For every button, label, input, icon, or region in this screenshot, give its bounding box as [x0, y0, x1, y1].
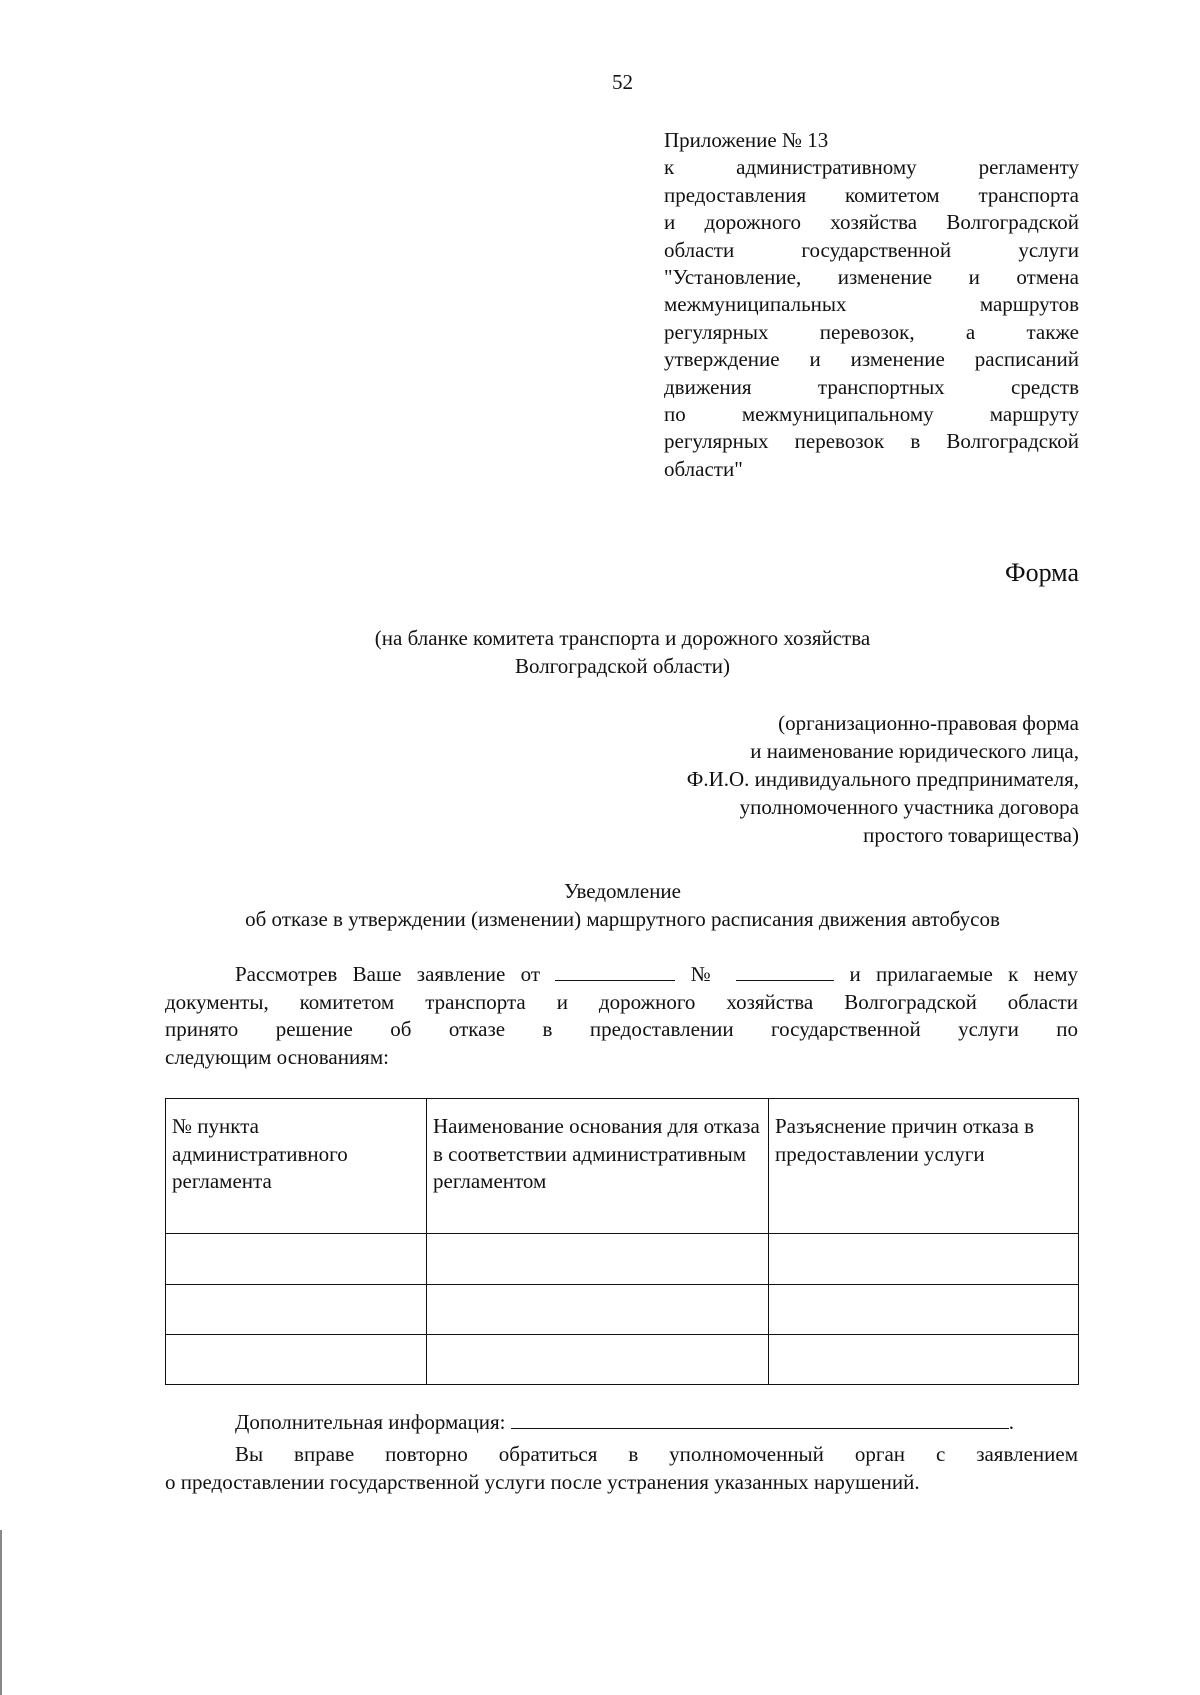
form-label: Форма [1005, 558, 1079, 587]
addressee-line: и наименование юридического лица, [750, 739, 1079, 763]
paragraph-line: следующим основаниям: [165, 1044, 389, 1069]
appendix-line: регулярных перевозок, а также [664, 319, 1079, 344]
table-header-cell: № пункта административного регламента [166, 1099, 427, 1234]
paragraph-text: и прилагаемые к нему [849, 962, 1079, 986]
table-row [166, 1284, 1079, 1334]
additional-info-field[interactable] [511, 1410, 1009, 1429]
table-header-row [166, 1099, 1079, 1234]
notice-heading [0, 877, 1200, 933]
refusal-reasons-table [165, 1098, 1079, 1385]
additional-info-end: . [1008, 1410, 1014, 1434]
scan-edge-mark [0, 1530, 2, 1695]
table-cell[interactable] [166, 1284, 427, 1334]
table-cell[interactable] [769, 1334, 1079, 1384]
table-row [166, 1234, 1079, 1284]
additional-info-label: Дополнительная информация: [235, 1410, 506, 1434]
number-sign: № [690, 962, 721, 986]
paragraph-line: о предоставлении государственной услуги после устранения указанных нарушений. [165, 1469, 920, 1494]
table-cell[interactable] [427, 1334, 769, 1384]
blank-note [0, 624, 1200, 680]
decision-paragraph [165, 961, 1078, 1071]
appendix-line: области государственной услуги [664, 237, 1079, 262]
blank-note-line: Волгоградской области) [514, 654, 731, 678]
page-number: 52 [612, 70, 633, 94]
table-cell[interactable] [769, 1234, 1079, 1284]
addressee-line: простого товарищества) [863, 823, 1079, 847]
table-cell[interactable] [427, 1234, 769, 1284]
appendix-header [664, 127, 1079, 483]
addressee-line: Ф.И.О. индивидуального предпринимателя, [686, 767, 1079, 791]
addressee-line: (организационно-правовая форма [778, 711, 1079, 735]
additional-info-line [165, 1409, 1078, 1437]
appendix-line: межмуниципальных маршрутов [664, 292, 1079, 317]
appendix-line: области" [664, 456, 743, 481]
reapply-paragraph [165, 1441, 1078, 1496]
table-cell[interactable] [166, 1334, 427, 1384]
appendix-title: Приложение № 13 [664, 128, 829, 152]
date-blank-field[interactable] [555, 962, 675, 981]
paragraph-text: Рассмотрев Ваше заявление от [235, 962, 541, 986]
number-blank-field[interactable] [736, 962, 834, 981]
appendix-line: "Установление, изменение и отмена [664, 265, 1079, 290]
table-cell[interactable] [769, 1284, 1079, 1334]
paragraph-line [165, 1409, 1078, 1437]
table-row [166, 1334, 1079, 1384]
table-header-cell: Разъяснение причин отказа в предоставлении услуги [769, 1099, 1079, 1234]
appendix-line: предоставления комитетом транспорта [664, 182, 1079, 207]
table-cell[interactable] [427, 1284, 769, 1334]
blank-note-line: (на бланке комитета транспорта и дорожного хозяйства [374, 626, 871, 650]
addressee-line: уполномоченного участника договора [739, 795, 1079, 819]
addressee-block [687, 709, 1079, 849]
appendix-line: утверждение и изменение расписаний [664, 347, 1079, 372]
appendix-line: и дорожного хозяйства Волгоградской [664, 210, 1079, 235]
paragraph-line [165, 961, 1078, 989]
notice-subtitle: об отказе в утверждении (изменении) маршрутного расписания движения автобусов [245, 907, 1000, 931]
appendix-line: по межмуниципальному маршруту [664, 402, 1079, 427]
table-cell[interactable] [166, 1234, 427, 1284]
paragraph-line: документы, комитетом транспорта и дорожного хозяйства Волгоградской области [165, 989, 1078, 1014]
notice-title: Уведомление [563, 879, 681, 903]
appendix-line: регулярных перевозок в Волгоградской [664, 429, 1079, 454]
table-header-cell: Наименование основания для отказа в соответствии административным регламентом [427, 1099, 769, 1234]
paragraph-line: принято решение об отказе в предоставлении государственной услуги по [165, 1017, 1078, 1042]
paragraph-line: Вы вправе повторно обратиться в уполномоченный орган с заявлением [235, 1442, 1078, 1466]
appendix-line: движения транспортных средств [664, 374, 1079, 399]
appendix-line: к административному регламенту [664, 155, 1079, 180]
